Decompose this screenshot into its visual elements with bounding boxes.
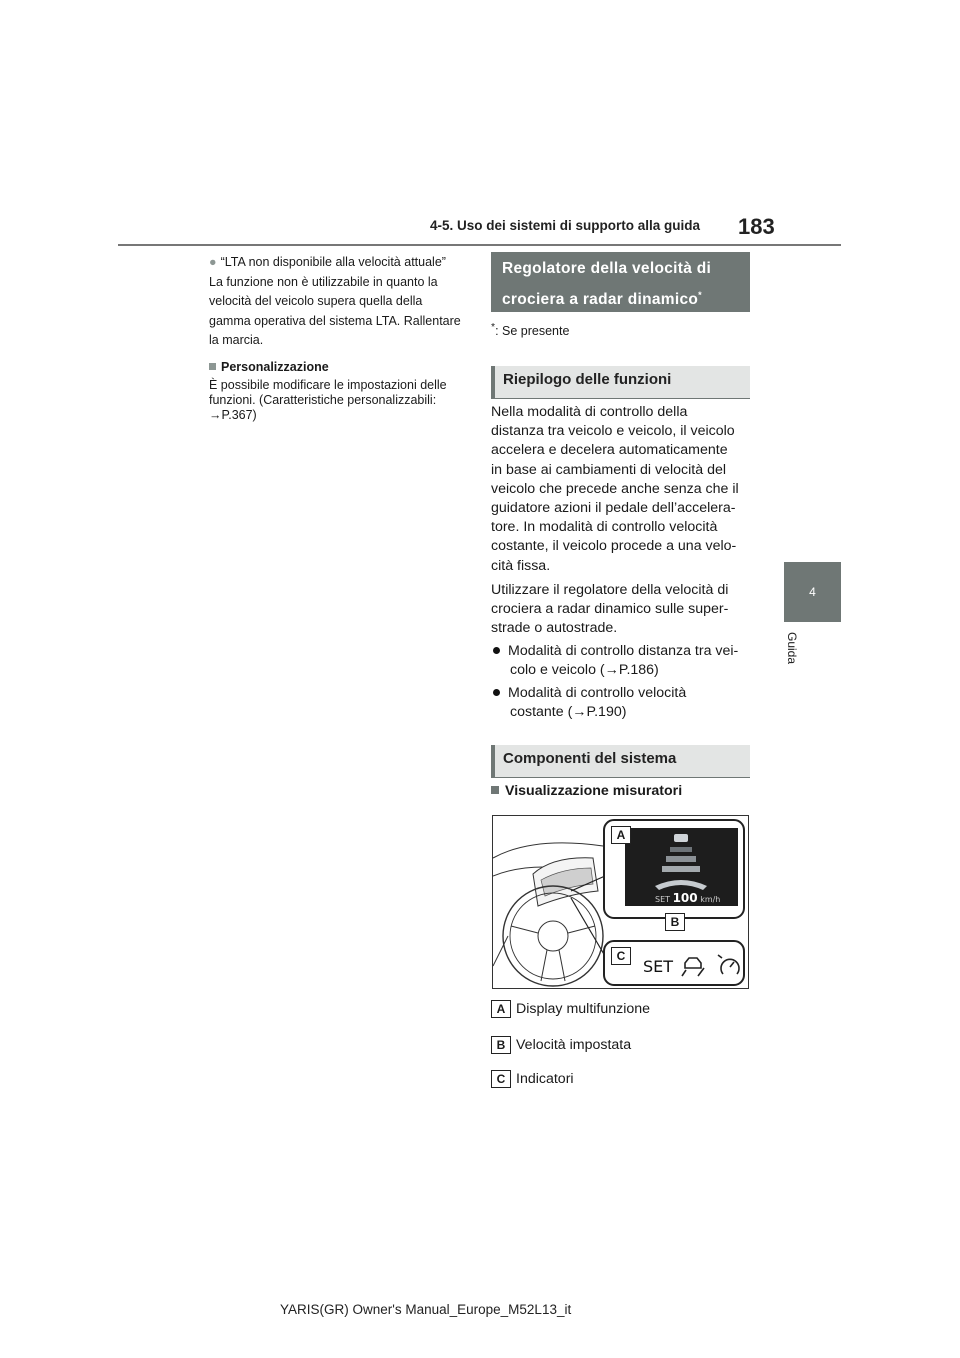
para-line: cità fissa. xyxy=(491,557,551,574)
bullet-text: colo e veicolo (→P.186) xyxy=(510,662,659,679)
summary-paragraph xyxy=(491,403,753,576)
section-heading-line: Regolatore della velocità di xyxy=(502,260,712,277)
gauge-heading-text: Visualizzazione misuratori xyxy=(505,783,683,799)
bullet-item xyxy=(491,642,753,680)
components-heading: Componenti del sistema xyxy=(491,745,750,778)
gauge-illustration xyxy=(492,815,749,989)
bullet-text: costante (→P.190) xyxy=(510,704,627,721)
personalization-heading-text: Personalizzazione xyxy=(221,360,329,374)
bullet-text: Modalità di controllo velocità xyxy=(508,685,687,701)
para-line: distanza tra veicolo e veicolo, il veicolo xyxy=(491,423,735,440)
speed-unit: km/h xyxy=(700,895,721,904)
set-indicator: SET xyxy=(643,957,674,976)
lta-text-line: gamma operativa del sistema LTA. Rallentare xyxy=(209,314,461,328)
footer-text: YARIS(GR) Owner's Manual_Europe_M52L13_it xyxy=(280,1302,572,1317)
personalization-text xyxy=(209,378,471,423)
para-line: strade o autostrade. xyxy=(491,620,618,637)
legend-letter: A xyxy=(491,1000,511,1018)
personalization-line: È possibile modificare le impostazioni delle xyxy=(209,378,447,392)
bullet-dot-icon xyxy=(493,647,500,654)
para-line: Nella modalità di controllo della xyxy=(491,404,688,420)
footnote xyxy=(491,322,569,338)
section-title: 4-5. Uso dei sistemi di supporto alla guida xyxy=(430,218,701,233)
footnote-text: : Se presente xyxy=(495,324,570,339)
legend-letter: B xyxy=(491,1036,511,1054)
para-line: Utilizzare il regolatore della velocità di xyxy=(491,582,729,598)
personalization-line: funzioni. (Caratteristiche personalizzabili: xyxy=(209,393,437,407)
legend-item-a xyxy=(491,1000,650,1018)
header-rule xyxy=(118,244,841,246)
para-line: tore. In modalità di controllo velocità xyxy=(491,519,718,536)
square-bullet-icon xyxy=(209,363,216,370)
legend-item-b xyxy=(491,1036,631,1054)
chapter-tab-label xyxy=(778,632,808,682)
set-speed-value: 100 xyxy=(672,891,698,905)
lta-text-line: La funzione non è utilizzabile in quanto la xyxy=(209,275,438,289)
lta-heading-text: “LTA non disponibile alla velocità attuale” xyxy=(220,255,446,269)
set-small-label: SET xyxy=(655,895,671,904)
para-line: veicolo che precede anche senza che il xyxy=(491,480,739,497)
legend-text: Display multifunzione xyxy=(516,1000,651,1017)
legend-letter: C xyxy=(491,1070,511,1088)
chapter-label: Guida xyxy=(785,632,799,665)
para-line: accelera e decelera automaticamente xyxy=(491,442,728,459)
page-number: 183 xyxy=(738,214,775,239)
square-bullet-icon xyxy=(491,786,499,794)
grey-bullet-icon: ● xyxy=(209,255,217,269)
lta-heading xyxy=(209,253,471,272)
para-line: costante, il veicolo procede a una velo- xyxy=(491,538,737,555)
para-line: crociera a radar dinamico sulle super- xyxy=(491,601,729,618)
summary-heading: Riepilogo delle funzioni xyxy=(491,366,750,399)
para-line: guidatore azioni il pedale dell’accelera- xyxy=(491,500,736,517)
bullet-text: Modalità di controllo distanza tra vei- xyxy=(508,643,739,659)
section-heading xyxy=(491,252,750,312)
lta-text-line: velocità del veicolo supera quella della xyxy=(209,294,423,308)
callout-c: C xyxy=(611,947,631,965)
bullet-dot-icon xyxy=(493,689,500,696)
callout-a: A xyxy=(611,826,631,844)
footnote-marker: * xyxy=(491,322,496,333)
legend-text: Velocità impostata xyxy=(516,1036,632,1053)
legend-item-c xyxy=(491,1070,574,1088)
section-heading-line: crociera a radar dinamico xyxy=(502,291,699,309)
chapter-tab xyxy=(784,562,841,622)
personalization-heading xyxy=(209,358,471,377)
bullet-item xyxy=(491,684,753,722)
lta-text-line: la marcia. xyxy=(209,333,264,347)
footnote-marker: * xyxy=(698,290,702,300)
set-speed-readout xyxy=(655,891,720,905)
callout-b: B xyxy=(665,913,685,931)
usage-paragraph xyxy=(491,581,753,639)
chapter-number: 4 xyxy=(809,585,816,599)
legend-text: Indicatori xyxy=(516,1070,574,1087)
gauge-heading xyxy=(491,782,753,801)
para-line: in base ai cambiamenti di velocità del xyxy=(491,461,727,478)
personalization-line: →P.367) xyxy=(209,408,257,422)
